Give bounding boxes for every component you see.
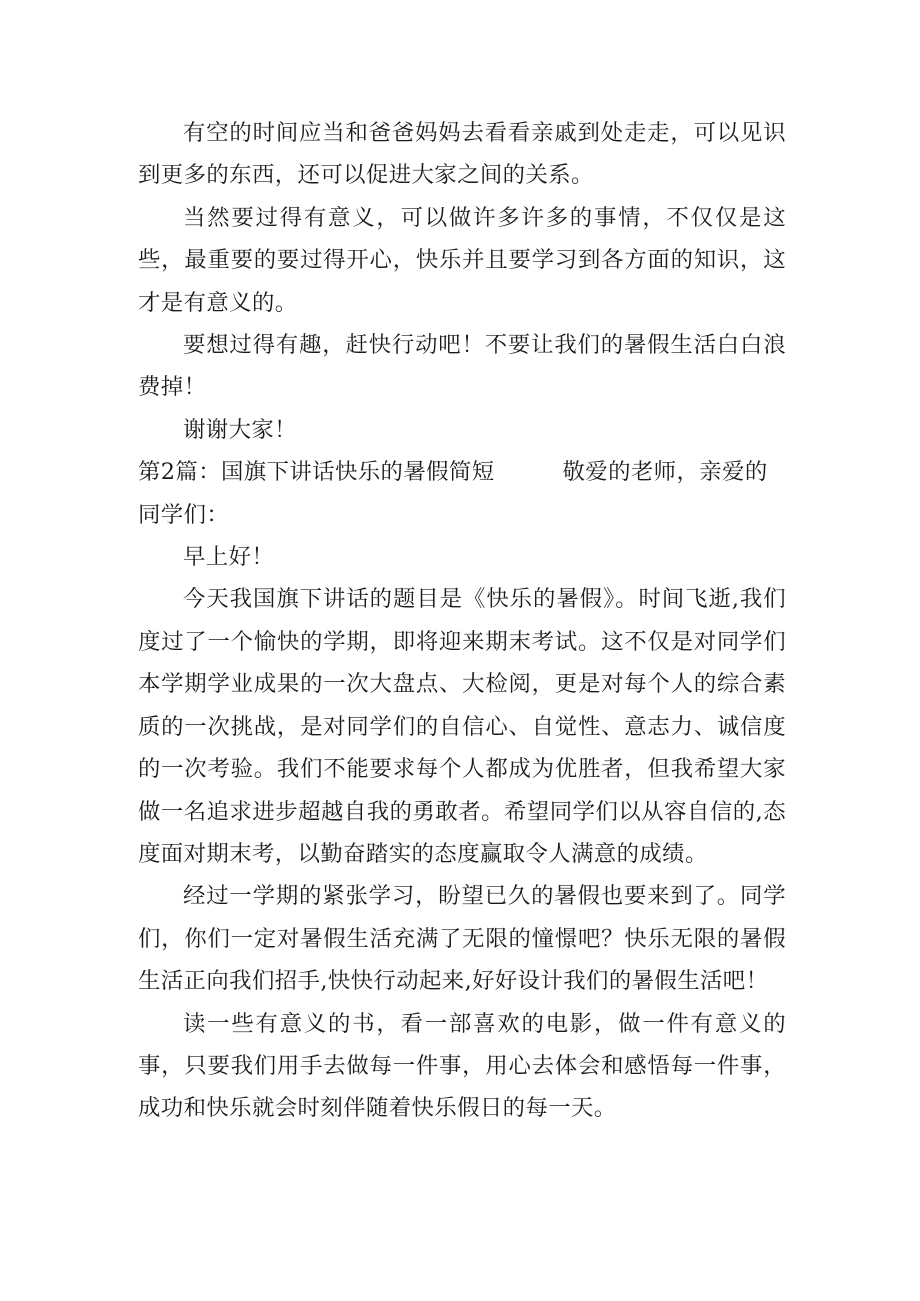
paragraph-read-books: 读一些有意义的书，看一部喜欢的电影，做一件有意义的事，只要我们用手去做每一件事，用心去体会和感悟每一件事，成功和快乐就会时刻伴随着快乐假日的每一天。 <box>138 1010 786 1122</box>
paragraph-act-fast: 要想过得有趣，赶快行动吧！不要让我们的暑假生活白白浪费掉！ <box>138 332 786 401</box>
paragraph-meaningful: 当然要过得有意义，可以做许多许多的事情，不仅仅是这些，最重要的要过得开心，快乐并且要学习到各方面的知识，这才是有意义的。 <box>138 204 786 316</box>
paragraph-summer-coming: 经过一学期的紧张学习，盼望已久的暑假也要来到了。同学们，你们一定对暑假生活充满了无限的憧憬吧？快乐无限的暑假生活正向我们招手,快快行动起来,好好设计我们的暑假生活吧！ <box>138 883 786 995</box>
salutation: 敬爱的老师，亲爱的同学们： <box>138 459 768 528</box>
section-heading-block <box>138 451 786 536</box>
paragraph-relatives: 有空的时间应当和爸爸妈妈去看看亲戚到处走走，可以见识到更多的东西，还可以促进大家之间的关系。 <box>138 120 786 189</box>
paragraph-greeting: 早上好！ <box>183 544 275 571</box>
section-heading: 第2篇：国旗下讲话快乐的暑假简短 <box>138 459 495 486</box>
paragraph-topic: 今天我国旗下讲话的题目是《快乐的暑假》。时间飞逝,我们度过了一个愉快的学期，即将迎来期末考试。这不仅是对同学们本学期学业成果的一次大盘点、大检阅，更是对每个人的综合素质的一次挑战，是对同学们的自信心、自觉性、意志力、诚信度的一次考验。我们不能要求每个人都成为优胜者，但我希望大家做一名追求进步超越自我的勇敢者。希望同学们以从容自信的,态度面对期末考，以勤奋踏实的态度赢取令人满意的成绩。 <box>138 586 786 867</box>
document-page <box>138 112 786 1130</box>
paragraph-thanks: 谢谢大家！ <box>183 416 297 443</box>
